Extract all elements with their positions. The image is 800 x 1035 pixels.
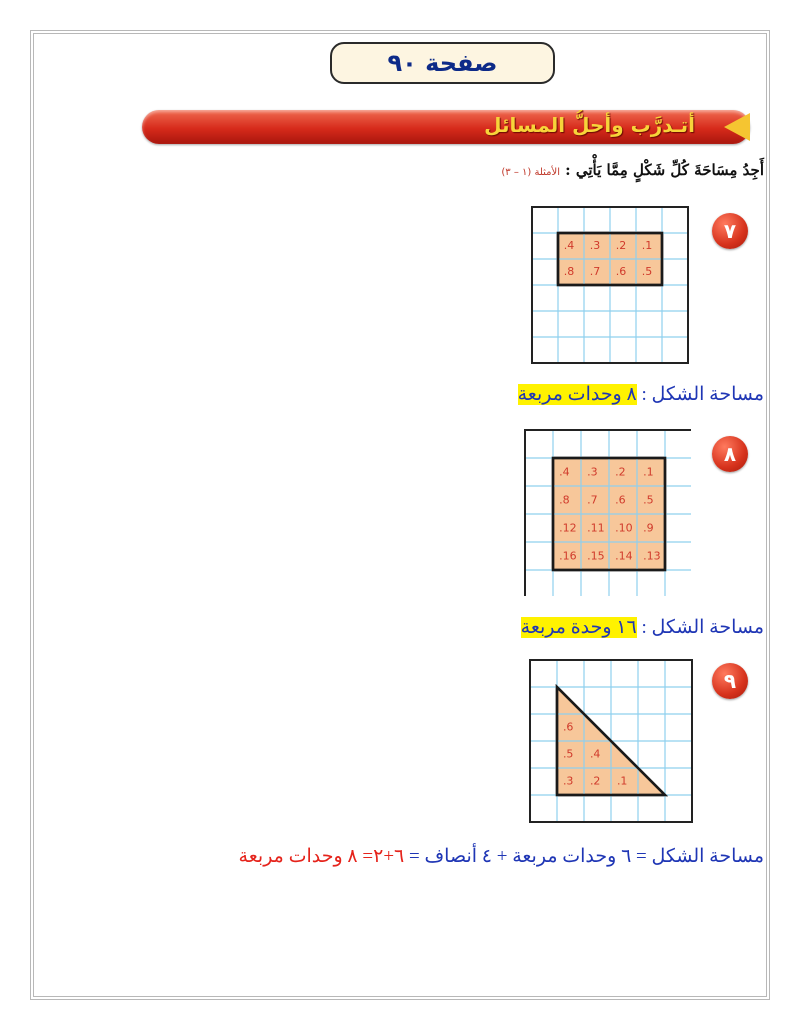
cell-count-label: .4 <box>559 465 570 479</box>
grid-figure-square <box>523 428 691 596</box>
answer-result: ٦+٢= ٨ وحدات مربعة <box>238 846 405 867</box>
question-number-badge: ٨ <box>712 436 748 472</box>
cell-count-label: .12 <box>559 521 577 535</box>
cell-count-label: .8 <box>563 265 575 279</box>
answer-line <box>518 383 764 406</box>
cell-count-label: .7 <box>589 265 601 279</box>
answer-value: ٨ وحدات مربعة <box>517 384 637 405</box>
cell-count-label: .13 <box>643 549 661 563</box>
cell-count-label: .2 <box>589 774 601 788</box>
cell-count-label: .4 <box>563 239 575 253</box>
instruction-text: أَجِدُ مِسَاحَةَ كُلِّ شَكْلٍ مِمَّا يَأْتِي : <box>565 161 764 179</box>
cell-count-label: .7 <box>587 493 598 507</box>
instruction-reference: الأمثلة (١ – ٣) <box>501 167 560 178</box>
cell-count-label: .5 <box>641 265 653 279</box>
answer-label: مساحة الشكل : <box>641 384 764 405</box>
cell-count-label: .9 <box>643 521 654 535</box>
answer-value: ١٦ وحدة مربعة <box>520 617 637 638</box>
question-number-badge: ٩ <box>712 663 748 699</box>
cell-count-label: .2 <box>615 239 627 253</box>
cell-count-label: .4 <box>589 747 601 761</box>
cell-count-label: .10 <box>615 521 633 535</box>
cell-count-label: .6 <box>615 265 627 279</box>
cell-count-label: .14 <box>615 549 633 563</box>
grid-figure-rectangle <box>530 205 690 365</box>
answer-label: مساحة الشكل : <box>641 617 764 638</box>
cell-count-label: .11 <box>587 521 605 535</box>
cell-count-label: .16 <box>559 549 577 563</box>
banner-title: أتـدرَّب وأحلُّ المسائل <box>484 113 695 137</box>
cell-count-label: .5 <box>643 493 654 507</box>
question-number-badge: ٧ <box>712 213 748 249</box>
grid-figure-triangle <box>528 658 698 823</box>
section-banner <box>142 110 750 144</box>
cell-count-label: .1 <box>641 239 653 253</box>
cell-count-label: .3 <box>589 239 601 253</box>
page-title-box <box>330 42 555 84</box>
answer-expression: مساحة الشكل = ٦ وحدات مربعة + ٤ أنصاف = <box>404 846 764 867</box>
cell-count-label: .5 <box>562 747 574 761</box>
cell-count-label: .8 <box>559 493 570 507</box>
cell-count-label: .6 <box>562 720 574 734</box>
cell-count-label: .1 <box>616 774 628 788</box>
answer-line <box>521 616 764 639</box>
banner-arrow-icon <box>724 113 750 141</box>
cell-count-label: .3 <box>587 465 598 479</box>
cell-count-label: .2 <box>615 465 626 479</box>
page-title: صفحة ٩٠ <box>387 49 498 77</box>
cell-count-label: .1 <box>643 465 654 479</box>
cell-count-label: .3 <box>562 774 574 788</box>
answer-line <box>239 845 764 868</box>
cell-count-label: .15 <box>587 549 605 563</box>
cell-count-label: .6 <box>615 493 626 507</box>
instruction <box>501 160 764 179</box>
